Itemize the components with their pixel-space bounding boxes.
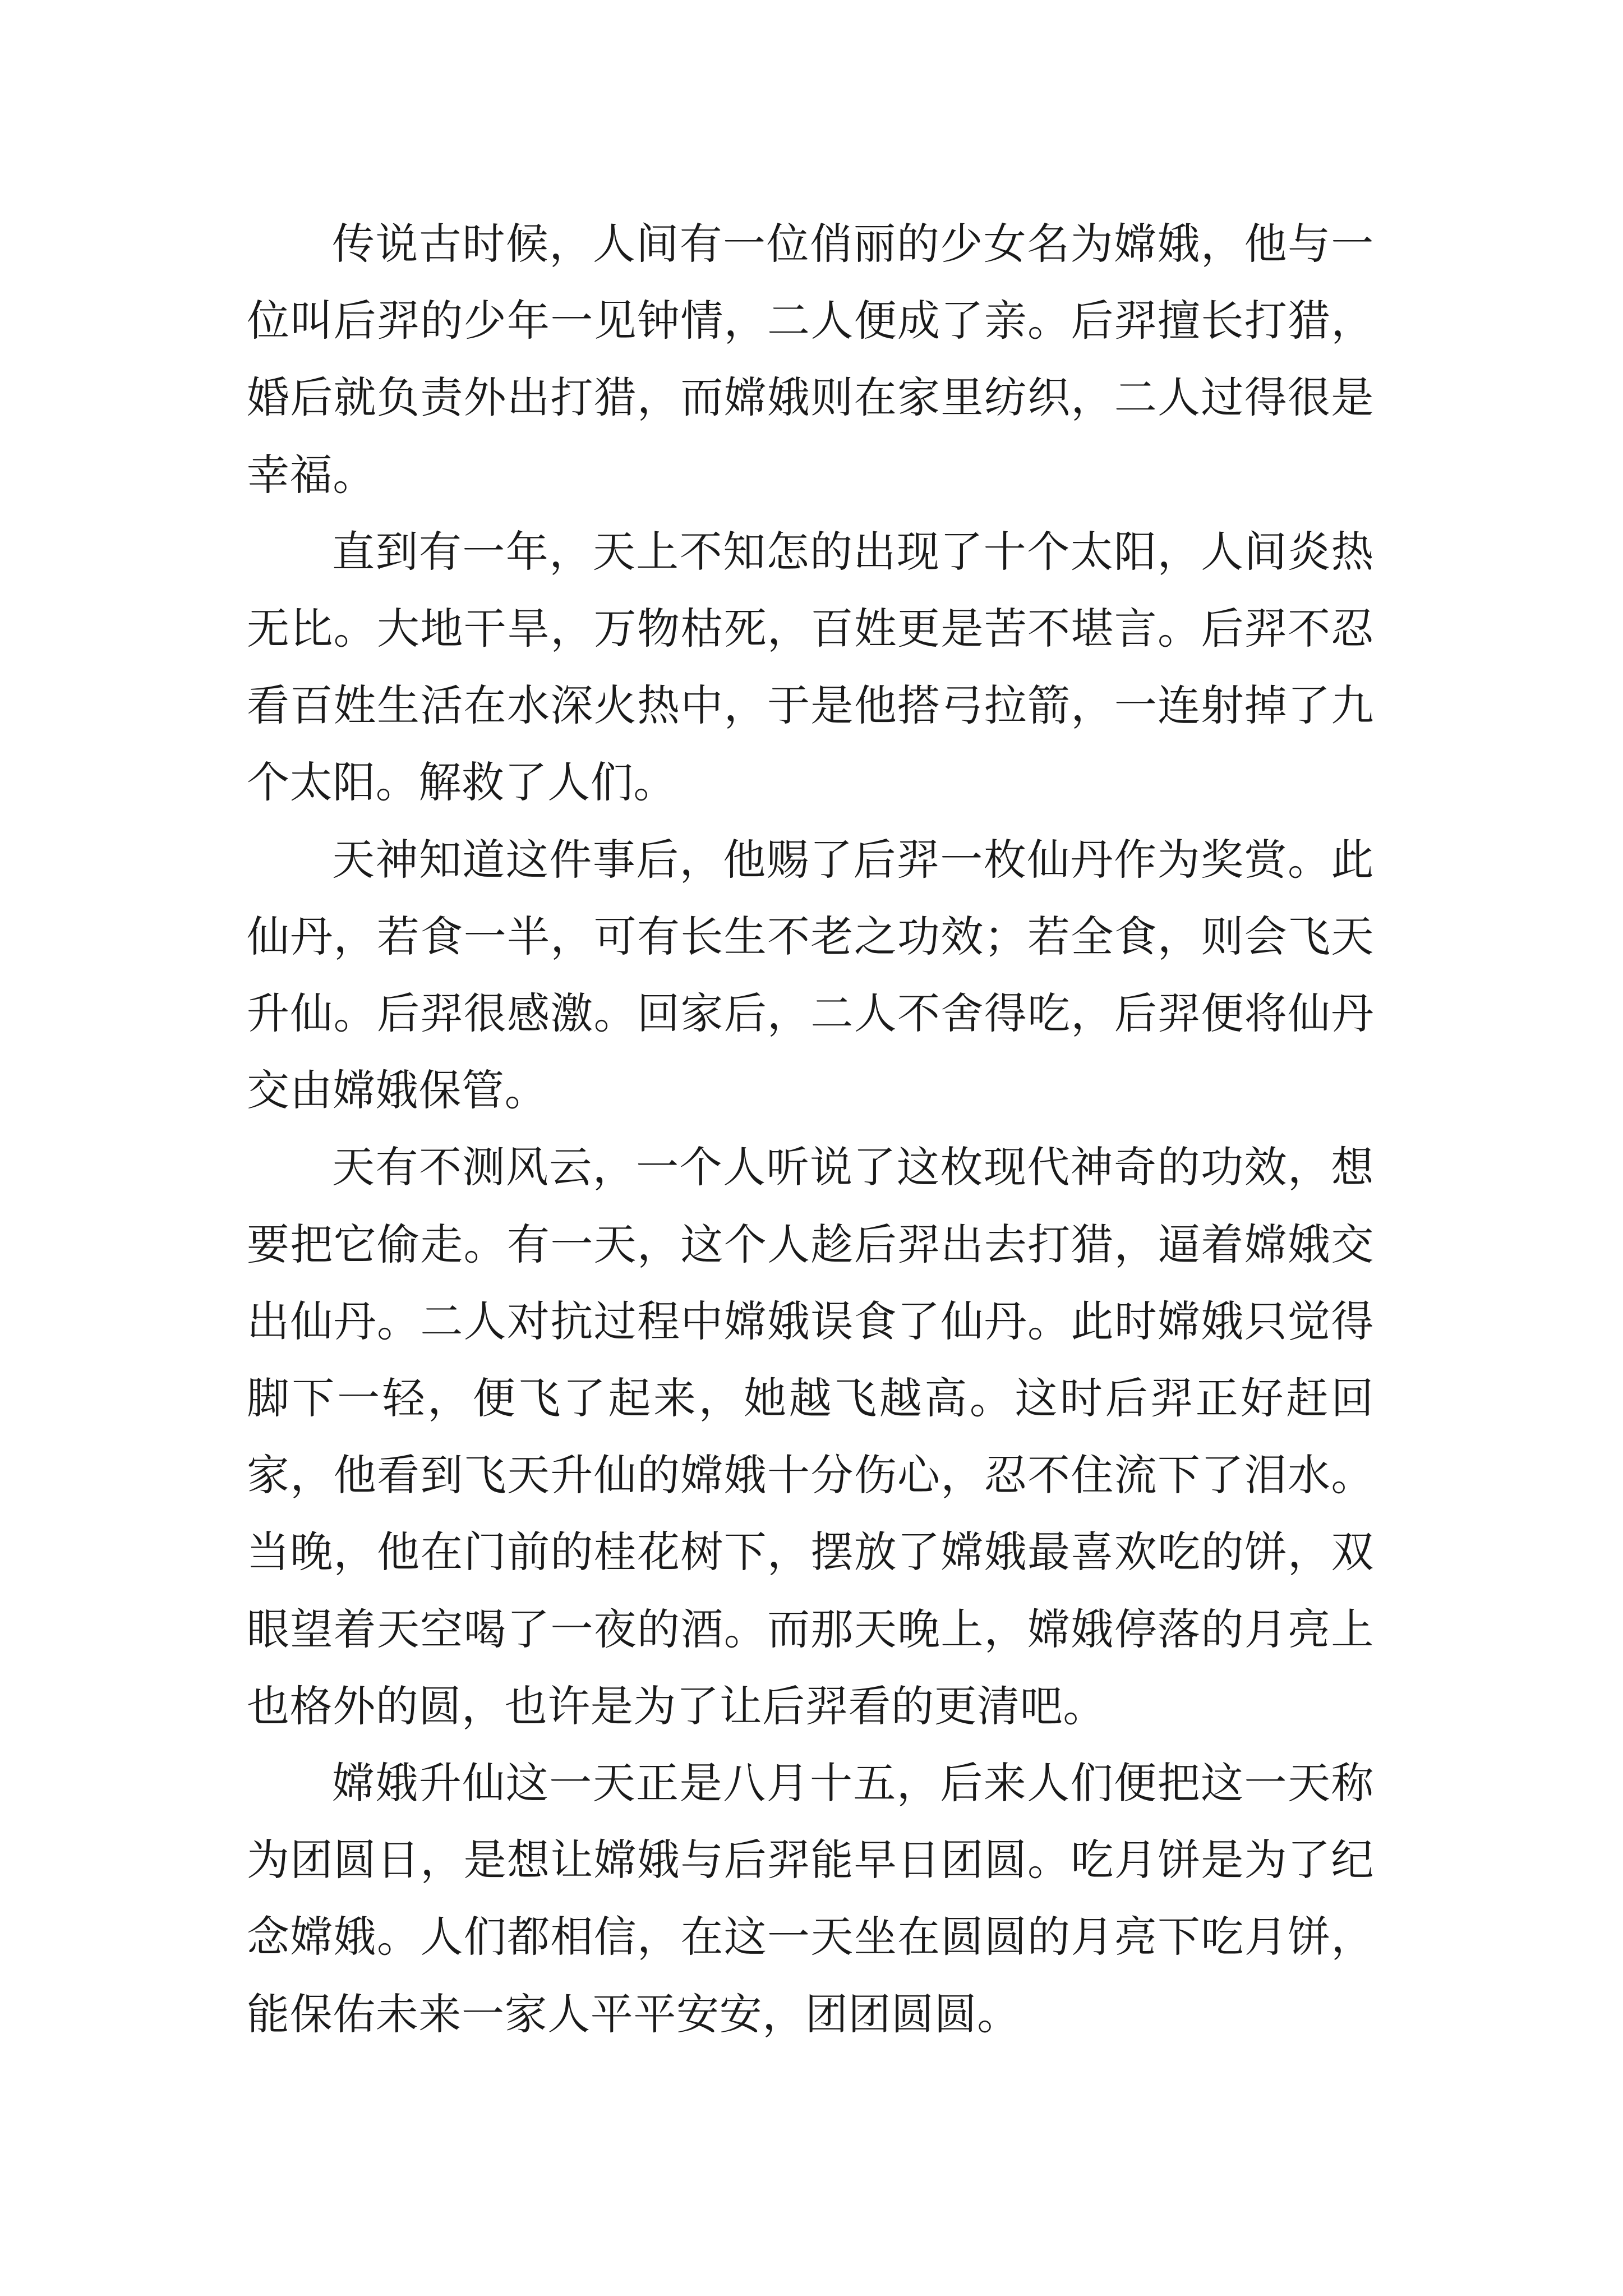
paragraph-5: 嫦娥升仙这一天正是八月十五，后来人们便把这一天称为团圆日，是想让嫦娥与后羿能早日团圆。吃月饼是为了纪念嫦娥。人们都相信，在这一天坐在圆圆的月亮下吃月饼，能保佑未来一家人平平安安，团团圆圆。 [247, 1758, 1374, 2039]
paragraph-4: 天有不测风云，一个人听说了这枚现代神奇的功效，想要把它偷走。有一天，这个人趁后羿出去打猎，逼着嫦娥交出仙丹。二人对抗过程中嫦娥误食了仙丹。此时嫦娥只觉得脚下一轻，便飞了起来，她越飞越高。这时后羿正好赶回家，他看到飞天升仙的嫦娥十分伤心，忍不住流下了泪水。当晚，他在门前的桂花树下，摆放了嫦娥最喜欢吃的饼，双眼望着天空喝了一夜的酒。而那天晚上，嫦娥停落的月亮上也格外的圆，也许是为了让后羿看的更清吧。 [247, 1142, 1374, 1731]
document-body [247, 205, 1374, 2053]
paragraph-3: 天神知道这件事后，他赐了后羿一枚仙丹作为奖赏。此仙丹，若食一半，可有长生不老之功效；若全食，则会飞天升仙。后羿很感激。回家后，二人不舍得吃，后羿便将仙丹交由嫦娥保管。 [247, 834, 1374, 1116]
paragraph-1: 传说古时候，人间有一位俏丽的少女名为嫦娥，他与一位叫后羿的少年一见钟情，二人便成了亲。后羿擅长打猎，婚后就负责外出打猎，而嫦娥则在家里纺织，二人过得很是幸福。 [247, 219, 1374, 500]
paragraph-2: 直到有一年，天上不知怎的出现了十个太阳，人间炎热无比。大地干旱，万物枯死，百姓更是苦不堪言。后羿不忍看百姓生活在水深火热中，于是他搭弓拉箭，一连射掉了九个太阳。解救了人们。 [247, 526, 1374, 808]
